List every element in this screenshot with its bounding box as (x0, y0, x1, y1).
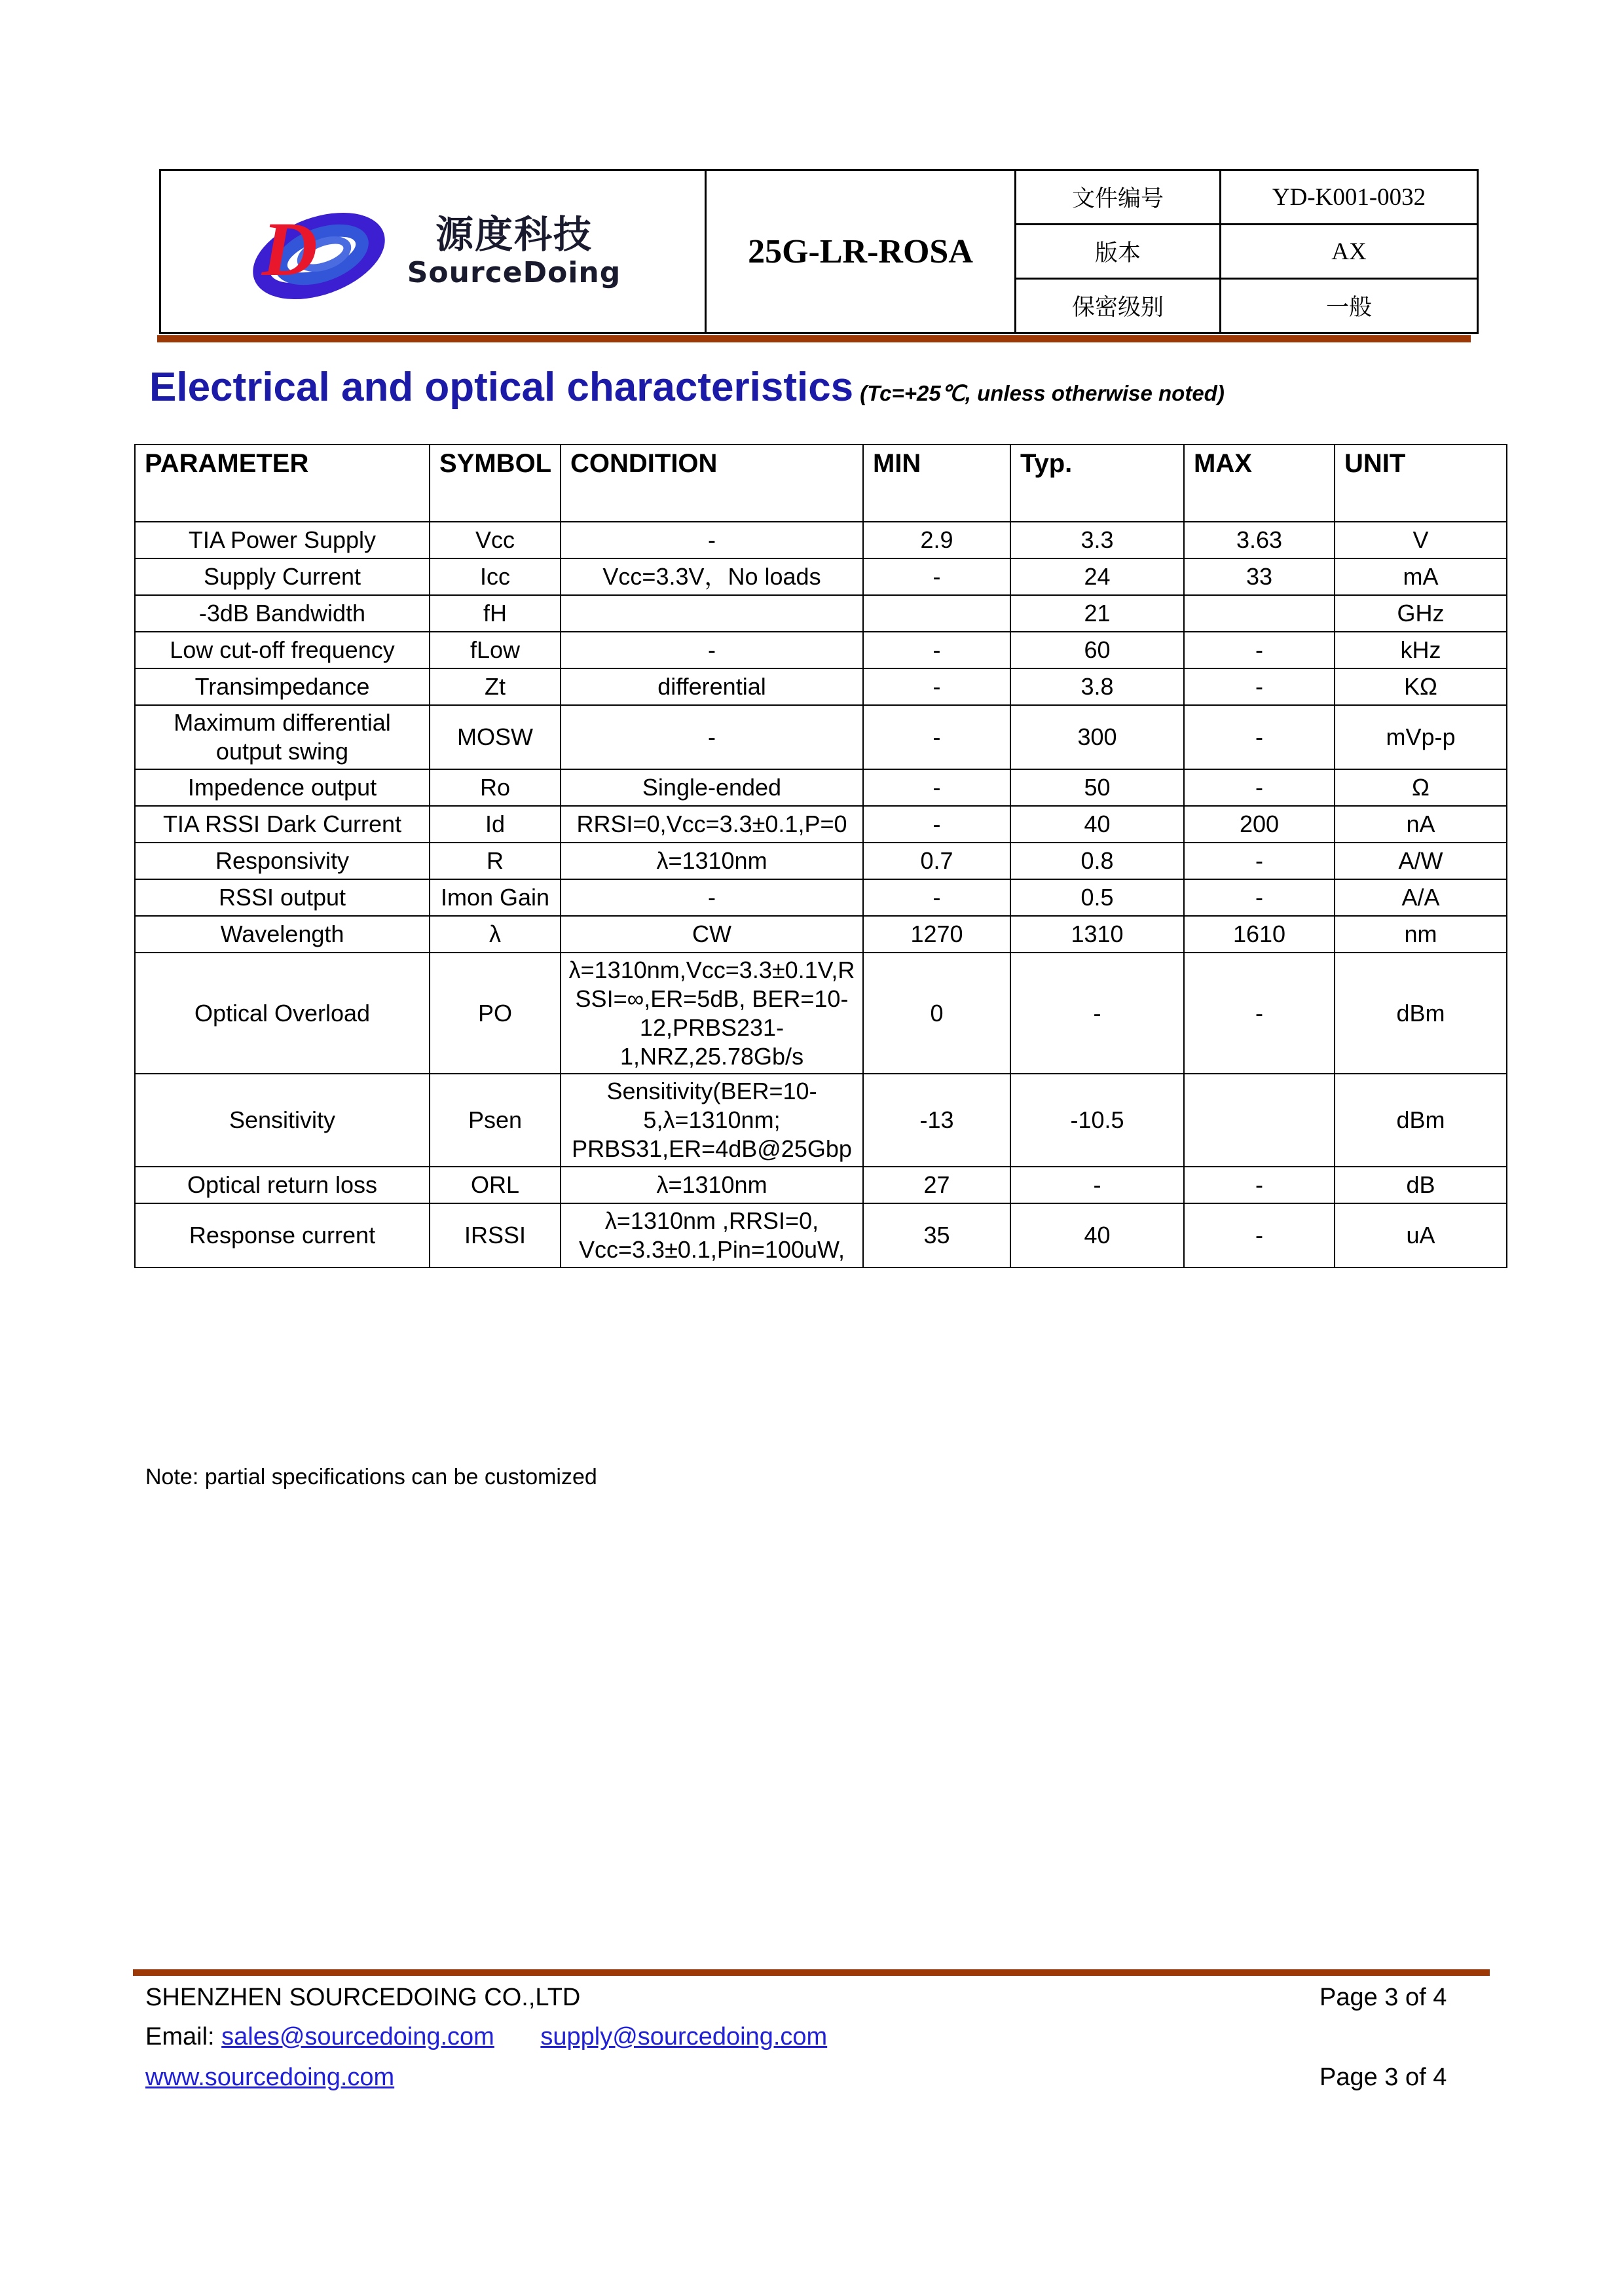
cell-symbol: PO (430, 953, 561, 1074)
footer-website-row (145, 2064, 394, 2092)
table-row (135, 522, 1507, 558)
cell-condition: - (561, 522, 863, 558)
cell-min (863, 595, 1010, 632)
meta-label-text: 版本 (1094, 240, 1141, 266)
table-row (135, 769, 1507, 806)
specifications-table (134, 444, 1507, 1268)
cell-parameter: TIA Power Supply (135, 522, 430, 558)
cell-symbol: IRSSI (430, 1203, 561, 1267)
meta-label-text: 文件编号 (1071, 186, 1164, 212)
table-header-row (135, 445, 1507, 522)
cell-parameter: Response current (135, 1203, 430, 1267)
cell-parameter: Maximum differential output swing (135, 705, 430, 769)
table-row (135, 843, 1507, 879)
cell-max: 33 (1184, 558, 1335, 595)
cell-unit: mA (1335, 558, 1507, 595)
cell-typ: - (1010, 1167, 1184, 1203)
cell-condition: CW (561, 916, 863, 953)
cell-min: - (863, 879, 1010, 916)
cell-max: 200 (1184, 806, 1335, 843)
cell-typ: 0.8 (1010, 843, 1184, 879)
table-body (135, 522, 1507, 1267)
cell-parameter: Optical Overload (135, 953, 430, 1074)
cell-parameter: Supply Current (135, 558, 430, 595)
cell-symbol: Vcc (430, 522, 561, 558)
cell-max: 1610 (1184, 916, 1335, 953)
cell-min: 0.7 (863, 843, 1010, 879)
cell-unit: dBm (1335, 1074, 1507, 1167)
cell-typ: 0.5 (1010, 879, 1184, 916)
logo-d-letter: D (261, 206, 315, 292)
logo-english-name: SourceDoing (407, 256, 621, 289)
meta-value-confidentiality (1221, 279, 1478, 333)
cell-condition: Vcc=3.3V，No loads (561, 558, 863, 595)
meta-label-doc-number (1016, 170, 1221, 225)
cell-max: - (1184, 843, 1335, 879)
meta-label-text: 保密级别 (1071, 295, 1164, 321)
cell-typ: 3.8 (1010, 668, 1184, 705)
cell-max: 3.63 (1184, 522, 1335, 558)
cell-typ: 300 (1010, 705, 1184, 769)
cell-symbol: Imon Gain (430, 879, 561, 916)
cell-symbol: λ (430, 916, 561, 953)
cell-parameter: Impedence output (135, 769, 430, 806)
cell-min: 2.9 (863, 522, 1010, 558)
header-row (160, 170, 1478, 225)
cell-parameter: Wavelength (135, 916, 430, 953)
cell-max: - (1184, 632, 1335, 668)
cell-unit: dB (1335, 1167, 1507, 1203)
table-row (135, 1167, 1507, 1203)
cell-min: 35 (863, 1203, 1010, 1267)
logo-chinese-name: 源度科技 (435, 212, 593, 257)
footer-divider-rule (133, 1969, 1490, 1976)
meta-value-text: AX (1331, 238, 1367, 265)
section-title-main: Electrical and optical characteristics (149, 365, 854, 410)
table-row (135, 632, 1507, 668)
cell-symbol: MOSW (430, 705, 561, 769)
cell-parameter: -3dB Bandwidth (135, 595, 430, 632)
cell-max: - (1184, 705, 1335, 769)
table-row (135, 1074, 1507, 1167)
cell-condition: λ=1310nm ,RRSI=0, Vcc=3.3±0.1,Pin=100uW, (561, 1203, 863, 1267)
column-header-max: MAX (1184, 445, 1335, 522)
logo-text-block (407, 212, 621, 289)
cell-max: - (1184, 769, 1335, 806)
cell-parameter: Transimpedance (135, 668, 430, 705)
table-row (135, 705, 1507, 769)
cell-symbol: Id (430, 806, 561, 843)
logo-swoosh-icon (245, 199, 396, 304)
table-row (135, 806, 1507, 843)
section-title-suffix: (Tc=+25℃, unless otherwise noted) (860, 381, 1225, 405)
footer-email-sales-link[interactable]: sales@sourcedoing.com (221, 2023, 494, 2050)
cell-min: - (863, 632, 1010, 668)
cell-typ: 24 (1010, 558, 1184, 595)
meta-label-version (1016, 225, 1221, 279)
cell-max (1184, 1074, 1335, 1167)
footer-email-row (145, 2023, 827, 2051)
page-footer (0, 1984, 1624, 2102)
cell-unit: V (1335, 522, 1507, 558)
meta-label-confidentiality (1016, 279, 1221, 333)
table-row (135, 1203, 1507, 1267)
cell-symbol: Zt (430, 668, 561, 705)
cell-parameter: Sensitivity (135, 1074, 430, 1167)
cell-typ: 40 (1010, 1203, 1184, 1267)
column-header-symbol: SYMBOL (430, 445, 561, 522)
cell-max: - (1184, 953, 1335, 1074)
cell-unit: GHz (1335, 595, 1507, 632)
cell-parameter: RSSI output (135, 879, 430, 916)
column-header-parameter: PARAMETER (135, 445, 430, 522)
cell-min: -13 (863, 1074, 1010, 1167)
cell-typ: 50 (1010, 769, 1184, 806)
meta-value-text: 一般 (1325, 295, 1372, 321)
company-logo (161, 173, 705, 330)
meta-value-text: YD-K001-0032 (1272, 183, 1426, 211)
footer-email-label: Email: (145, 2023, 215, 2050)
cell-min: - (863, 806, 1010, 843)
cell-max: - (1184, 879, 1335, 916)
cell-unit: nm (1335, 916, 1507, 953)
cell-min: - (863, 558, 1010, 595)
document-header-table (159, 169, 1479, 334)
cell-unit: mVp-p (1335, 705, 1507, 769)
cell-max: - (1184, 1203, 1335, 1267)
cell-unit: kHz (1335, 632, 1507, 668)
footer-page-number-top: Page 3 of 4 (1320, 1984, 1447, 2011)
table-row (135, 558, 1507, 595)
cell-typ: 3.3 (1010, 522, 1184, 558)
footer-email-supply-link[interactable]: supply@sourcedoing.com (540, 2023, 828, 2050)
cell-unit: A/A (1335, 879, 1507, 916)
cell-symbol: Ro (430, 769, 561, 806)
cell-condition: - (561, 705, 863, 769)
cell-condition: Sensitivity(BER=10-5,λ=1310nm; PRBS31,ER=4dB@25Gbp (561, 1074, 863, 1167)
table-row (135, 595, 1507, 632)
table-row (135, 953, 1507, 1074)
cell-unit: Ω (1335, 769, 1507, 806)
cell-typ: 60 (1010, 632, 1184, 668)
cell-condition: λ=1310nm (561, 843, 863, 879)
cell-unit: A/W (1335, 843, 1507, 879)
column-header-min: MIN (863, 445, 1010, 522)
cell-typ: - (1010, 953, 1184, 1074)
cell-min: 0 (863, 953, 1010, 1074)
meta-value-doc-number (1221, 170, 1478, 225)
footer-company-name: SHENZHEN SOURCEDOING CO.,LTD (145, 1984, 581, 2011)
cell-condition: - (561, 632, 863, 668)
cell-min: - (863, 668, 1010, 705)
cell-parameter: TIA RSSI Dark Current (135, 806, 430, 843)
cell-symbol: fLow (430, 632, 561, 668)
cell-symbol: R (430, 843, 561, 879)
column-header-unit: UNIT (1335, 445, 1507, 522)
cell-symbol: fH (430, 595, 561, 632)
footer-page-number-bottom: Page 3 of 4 (1320, 2064, 1447, 2091)
cell-max (1184, 595, 1335, 632)
cell-unit: dBm (1335, 953, 1507, 1074)
cell-condition: Single-ended (561, 769, 863, 806)
note-text: Note: partial specifications can be customized (145, 1465, 597, 1489)
header-divider-rule (157, 335, 1471, 342)
cell-min: - (863, 769, 1010, 806)
cell-min: 1270 (863, 916, 1010, 953)
cell-parameter: Low cut-off frequency (135, 632, 430, 668)
cell-condition (561, 595, 863, 632)
cell-typ: -10.5 (1010, 1074, 1184, 1167)
cell-unit: nA (1335, 806, 1507, 843)
cell-min: 27 (863, 1167, 1010, 1203)
cell-condition: λ=1310nm,Vcc=3.3±0.1V,RSSI=∞,ER=5dB, BER=10-12,PRBS231-1,NRZ,25.78Gb/s (561, 953, 863, 1074)
cell-symbol: Icc (430, 558, 561, 595)
cell-condition: RRSI=0,Vcc=3.3±0.1,P=0 (561, 806, 863, 843)
model-name-cell (706, 170, 1016, 333)
footer-website-link[interactable]: www.sourcedoing.com (145, 2064, 395, 2091)
cell-parameter: Responsivity (135, 843, 430, 879)
cell-condition: differential (561, 668, 863, 705)
table-row (135, 668, 1507, 705)
logo-cell (160, 170, 706, 333)
cell-typ: 21 (1010, 595, 1184, 632)
meta-value-version (1221, 225, 1478, 279)
cell-condition: - (561, 879, 863, 916)
cell-unit: KΩ (1335, 668, 1507, 705)
column-header-condition: CONDITION (561, 445, 863, 522)
cell-symbol: Psen (430, 1074, 561, 1167)
column-header-typ: Typ. (1010, 445, 1184, 522)
cell-unit: uA (1335, 1203, 1507, 1267)
cell-typ: 1310 (1010, 916, 1184, 953)
cell-condition: λ=1310nm (561, 1167, 863, 1203)
cell-min: - (863, 705, 1010, 769)
model-name: 25G-LR-ROSA (748, 232, 973, 270)
table-row (135, 916, 1507, 953)
cell-max: - (1184, 668, 1335, 705)
section-title (149, 364, 1225, 410)
cell-max: - (1184, 1167, 1335, 1203)
table-row (135, 879, 1507, 916)
cell-symbol: ORL (430, 1167, 561, 1203)
cell-parameter: Optical return loss (135, 1167, 430, 1203)
cell-typ: 40 (1010, 806, 1184, 843)
